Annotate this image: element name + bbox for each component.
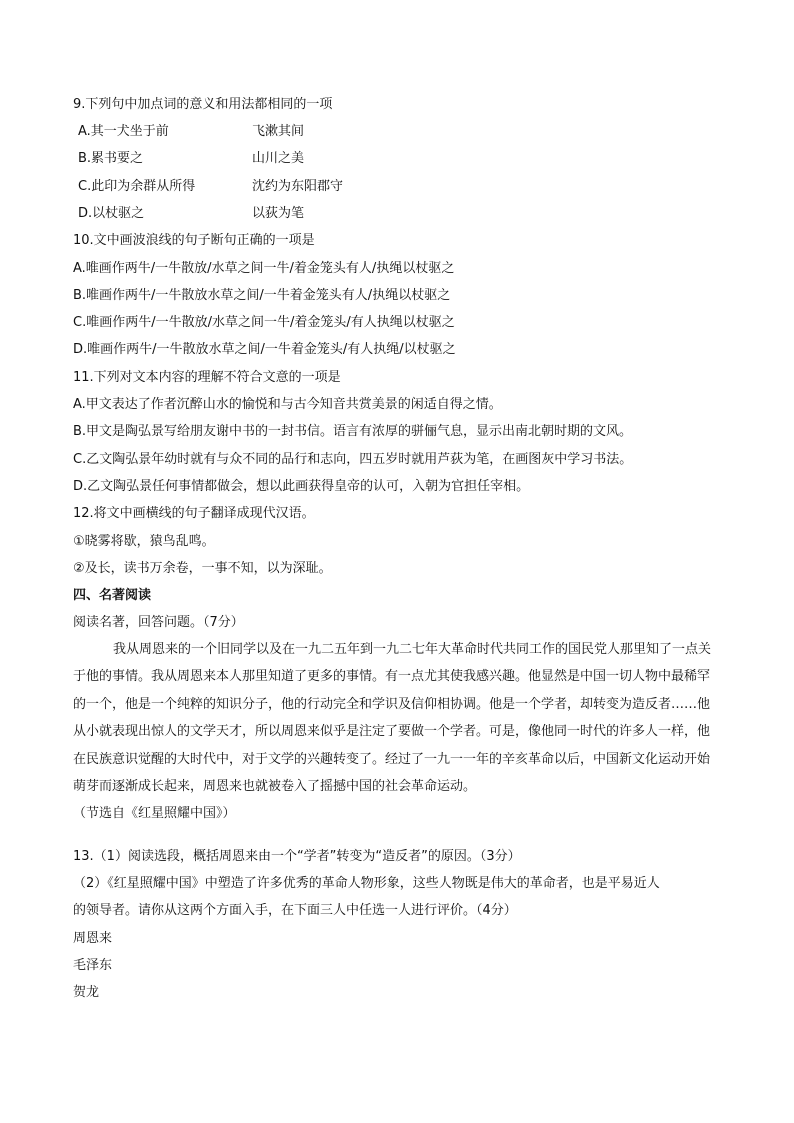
q9-option-a-right: 飞漱其间 bbox=[252, 124, 305, 139]
q9-option-c-right: 沈约为东阳郡守 bbox=[252, 179, 344, 194]
q13-part1: 13.（1）阅读选段，概括周恩来由一个“学者”转变为“造反者”的原因。（3分） bbox=[73, 849, 521, 864]
q12-stem: 12.将文中画横线的句子翻译成现代汉语。 bbox=[73, 506, 315, 521]
q10-option-d: D.唯画作两牛/一牛散放水草之间/一牛着金笼头/有人执绳/以杖驱之 bbox=[73, 342, 456, 357]
q9-option-c-left: C.此印为余群从所得 bbox=[78, 179, 196, 194]
q11-option-b: B.甲文是陶弘景写给朋友谢中书的一封书信。语言有浓厚的骈俪气息，显示出南北朝时期的文风。 bbox=[73, 424, 633, 439]
q12-item-2: ②及长，读书万余卷，一事不知，以为深耻。 bbox=[73, 561, 332, 576]
q13-part2-line1: （2）《红星照耀中国》中塑造了许多优秀的革命人物形象，这些人物既是伟大的革命者，也是平易近人 bbox=[73, 876, 660, 891]
q10-option-a: A.唯画作两牛/一牛散放/水草之间一牛/着金笼头有人/执绳以杖驱之 bbox=[73, 261, 455, 276]
q13-choice-he: 贺龙 bbox=[73, 985, 100, 1000]
q10-stem: 10.文中画波浪线的句子断句正确的一项是 bbox=[73, 233, 315, 248]
q11-option-a: A.甲文表达了作者沉醉山水的愉悦和与古今知音共赏美景的闲适自得之情。 bbox=[73, 397, 502, 412]
q9-option-d-right: 以荻为笔 bbox=[252, 206, 305, 221]
q12-item-1: ①晓雾将歇，猿鸟乱鸣。 bbox=[73, 534, 215, 549]
section-intro: 阅读名著，回答问题。（7分） bbox=[73, 615, 244, 630]
q9-option-b-right: 山川之美 bbox=[252, 151, 305, 166]
q11-option-c: C.乙文陶弘景年幼时就有与众不同的品行和志向，四五岁时就用芦荻为笔，在画图灰中学习书法。 bbox=[73, 452, 633, 467]
q9-option-b-left: B.累书要之 bbox=[78, 151, 144, 166]
passage-source: （节选自《红星照耀中国》） bbox=[73, 806, 236, 821]
reading-passage bbox=[73, 636, 721, 800]
q13-choice-zhou: 周恩来 bbox=[73, 931, 113, 946]
q9-option-d-left: D.以杖驱之 bbox=[78, 206, 145, 221]
q11-stem: 11.下列对文本内容的理解不符合文意的一项是 bbox=[73, 370, 341, 385]
section-heading: 四、名著阅读 bbox=[73, 588, 152, 603]
q9-stem: 9.下列句中加点词的意义和用法都相同的一项 bbox=[73, 97, 333, 112]
reading-passage-text: 我从周恩来的一个旧同学以及在一九二五年到一九二七年大革命时代共同工作的国民党人那里知了一点关于他的事情。我从周恩来本人那里知道了更多的事情。有一点尤其使我感兴趣。他显然是中国一切人物中最稀罕的一个，他是一个纯粹的知识分子，他的行动完全和学识及信仰相协调。他是一个学者，却转变为造反者……他从小就表现出惊人的文学天才，所以周恩来似乎是注定了要做一个学者。可是，像他同一时代的许多人一样，他在民族意识觉醒的大时代中，对于文学的兴趣转变了。经过了一九一一年的辛亥革命以后，中国新文化运动开始萌芽而逐渐成长起来，周恩来也就被卷入了摇撼中国的社会革命运动。 bbox=[73, 642, 712, 795]
q11-option-d: D.乙文陶弘景任何事情都做会，想以此画获得皇帝的认可，入朝为官担任宰相。 bbox=[73, 479, 530, 494]
q13-choice-mao: 毛泽东 bbox=[73, 958, 113, 973]
q13-part2-line2: 的领导者。请你从这两个方面入手，在下面三人中任选一人进行评价。（4分） bbox=[73, 903, 517, 918]
q10-option-b: B.唯画作两牛/一牛散放水草之间/一牛着金笼头有人/执绳以杖驱之 bbox=[73, 288, 451, 303]
q9-option-a-left: A.其一犬坐于前 bbox=[78, 124, 169, 139]
q10-option-c: C.唯画作两牛/一牛散放/水草之间一牛/着金笼头/有人执绳以杖驱之 bbox=[73, 315, 455, 330]
